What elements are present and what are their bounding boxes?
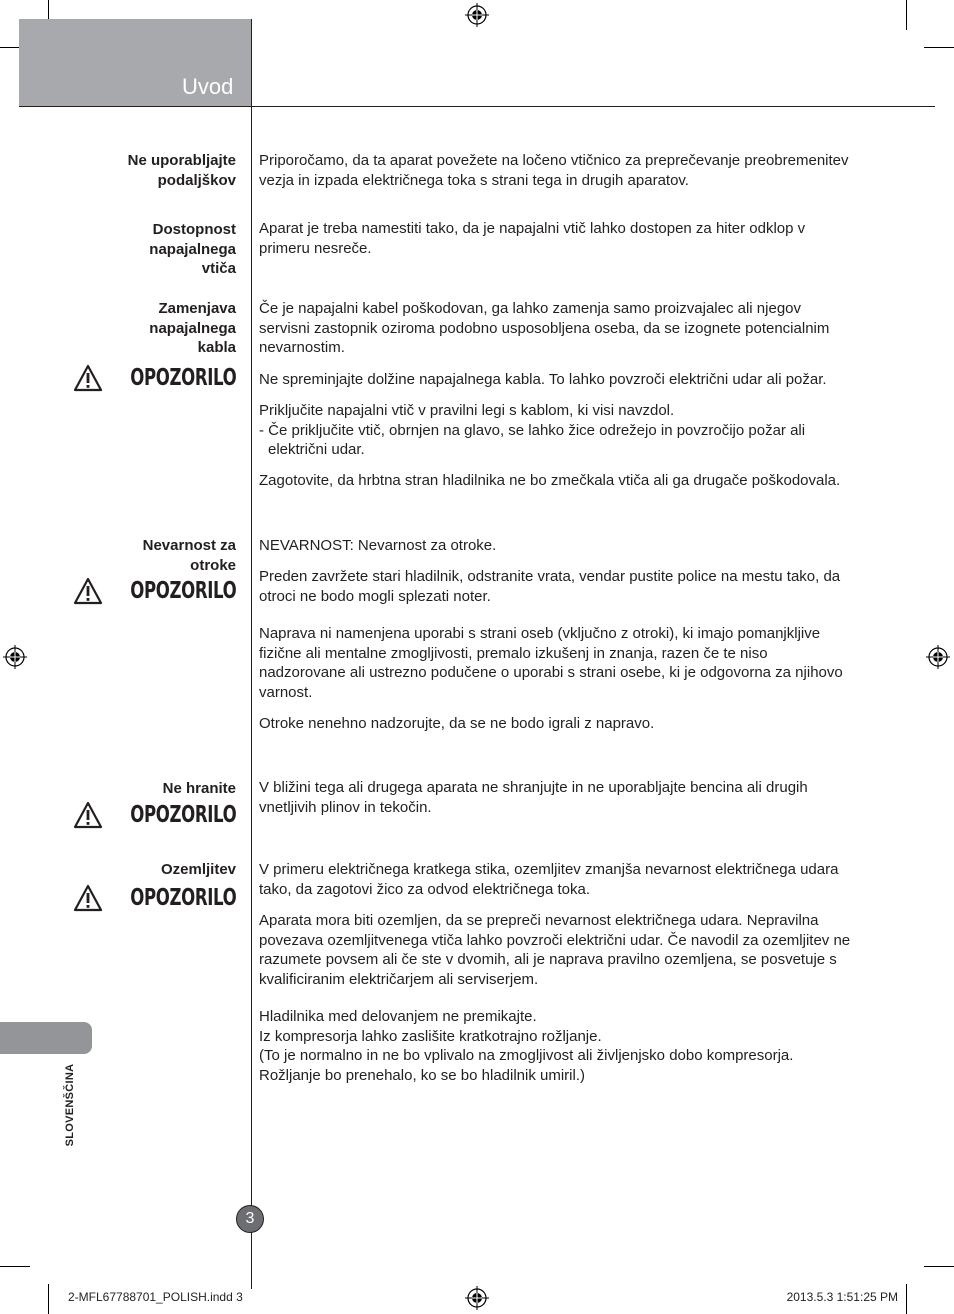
crop-mark [906, 0, 907, 30]
warning-text: OPOZORILO [129, 365, 236, 391]
warning-badge [73, 364, 236, 392]
crop-mark [924, 47, 954, 48]
crop-mark [906, 1284, 907, 1314]
registration-mark-icon [465, 3, 489, 27]
header-rule [19, 106, 935, 107]
warning-badge [73, 884, 236, 912]
page-number: 3 [236, 1205, 264, 1233]
warning-triangle-icon [73, 884, 103, 912]
paragraph: Hladilnika med delovanjem ne premikajte. Iz kompresorja lahko zaslišite kratkotrajno rožljanje. (To je normalno in ne bo vplivalo na zmogljivost ali življenjsko dobo kompresorja. Rožljanje bo prenehalo, ko se bo hladilnik umiril.) [259, 1008, 794, 1085]
paragraph: Ne spreminjajte dolžine napajalnega kabla. To lahko povzroči električni udar ali požar. [259, 371, 827, 388]
paragraph: Priključite napajalni vtič v pravilni legi s kablom, ki visi navzdol. - Če priključite vtič, obrnjen na glavo, se lahko žice odrežejo in povzročijo požar ali električni udar. [259, 402, 806, 459]
registration-mark-icon [926, 645, 950, 669]
paragraph: Aparat je treba namestiti tako, da je napajalni vtič lahko dostopen za hiter odklop v primeru nesreče. [259, 220, 806, 257]
warning-triangle-icon [73, 364, 103, 392]
section-label: Ozemljitev [160, 861, 236, 878]
registration-mark-icon [465, 1286, 489, 1310]
crop-mark [924, 1266, 954, 1267]
paragraph: V bližini tega ali drugega aparata ne shranjujte in ne uporabljajte bencina ali drugih vnetljivih plinov in tekočin. [259, 779, 808, 816]
warning-badge [73, 577, 236, 605]
paragraph: NEVARNOST: Nevarnost za otroke. [259, 537, 497, 554]
paragraph: Otroke nenehno nadzorujte, da se ne bodo igrali z napravo. [259, 715, 655, 732]
warning-text: OPOZORILO [129, 578, 236, 604]
crop-mark [0, 1266, 30, 1267]
paragraph: Priporočamo, da ta aparat povežete na ločeno vtičnico za preprečevanje preobremenitev vezja in izpada električnega toka s strani tega in drugih aparatov. [259, 152, 849, 189]
warning-text: OPOZORILO [129, 885, 236, 911]
warning-triangle-icon [73, 801, 103, 829]
language-label: SLOVENŠČINA [64, 1063, 76, 1147]
section-label: Nevarnost za otroke [142, 537, 236, 574]
column-divider [251, 19, 252, 1289]
registration-mark-icon [3, 645, 27, 669]
page-title: Uvod [182, 74, 234, 99]
paragraph: Preden zavržete stari hladilnik, odstranite vrata, vendar pustite police na mestu tako, da otroci ne bodo mogli splezati noter. [259, 568, 841, 605]
paragraph: Aparata mora biti ozemljen, da se prepreči nevarnost električnega udara. Nepravilna povezava ozemljitvenega vtiča lahko povzroči električni udar. Če navodil za ozemljitev ne razumete povsem ali če ste v dvomih, ali je naprava pravilno ozemljena, se posvetuje s kvalificiranim električarjem ali serviserjem. [259, 912, 851, 989]
section-label: Ne uporabljajte podaljškov [127, 152, 236, 189]
paragraph: Naprava ni namenjena uporabi s strani oseb (vključno z otroki), ki imajo pomanjkljive fizične ali mentalne zmogljivosti, premalo izkušenj in znanja, razen če te niso nadzorovane ali ustrezno podučene o uporabi s strani osebe, ki je odgovorna za njihovo varnost. [259, 625, 843, 702]
section-label: Zamenjava napajalnega kabla [149, 300, 236, 356]
footer-timestamp: 2013.5.3 1:51:25 PM [786, 1290, 898, 1304]
paragraph: Če je napajalni kabel poškodovan, ga lahko zamenja samo proizvajalec ali njegov servisni zastopnik oziroma podobno usposobljena oseba, da se izognete potencialnim nevarnostim. [259, 300, 830, 357]
section-label: Dostopnost napajalnega vtiča [149, 221, 236, 277]
warning-badge [73, 801, 236, 829]
crop-mark [48, 1284, 49, 1314]
warning-text: OPOZORILO [129, 802, 236, 828]
section-label: Ne hranite [162, 780, 236, 797]
paragraph: V primeru električnega kratkega stika, ozemljitev zmanjša nevarnost električnega udara tako, da zagotovi žico za odvod električnega toka. [259, 861, 839, 898]
paragraph: Zagotovite, da hrbtna stran hladilnika ne bo zmečkala vtiča ali ga drugače poškodovala. [259, 472, 841, 489]
footer-file: 2-MFL67788701_POLISH.indd 3 [68, 1290, 243, 1304]
language-tab [0, 1022, 92, 1054]
warning-triangle-icon [73, 577, 103, 605]
